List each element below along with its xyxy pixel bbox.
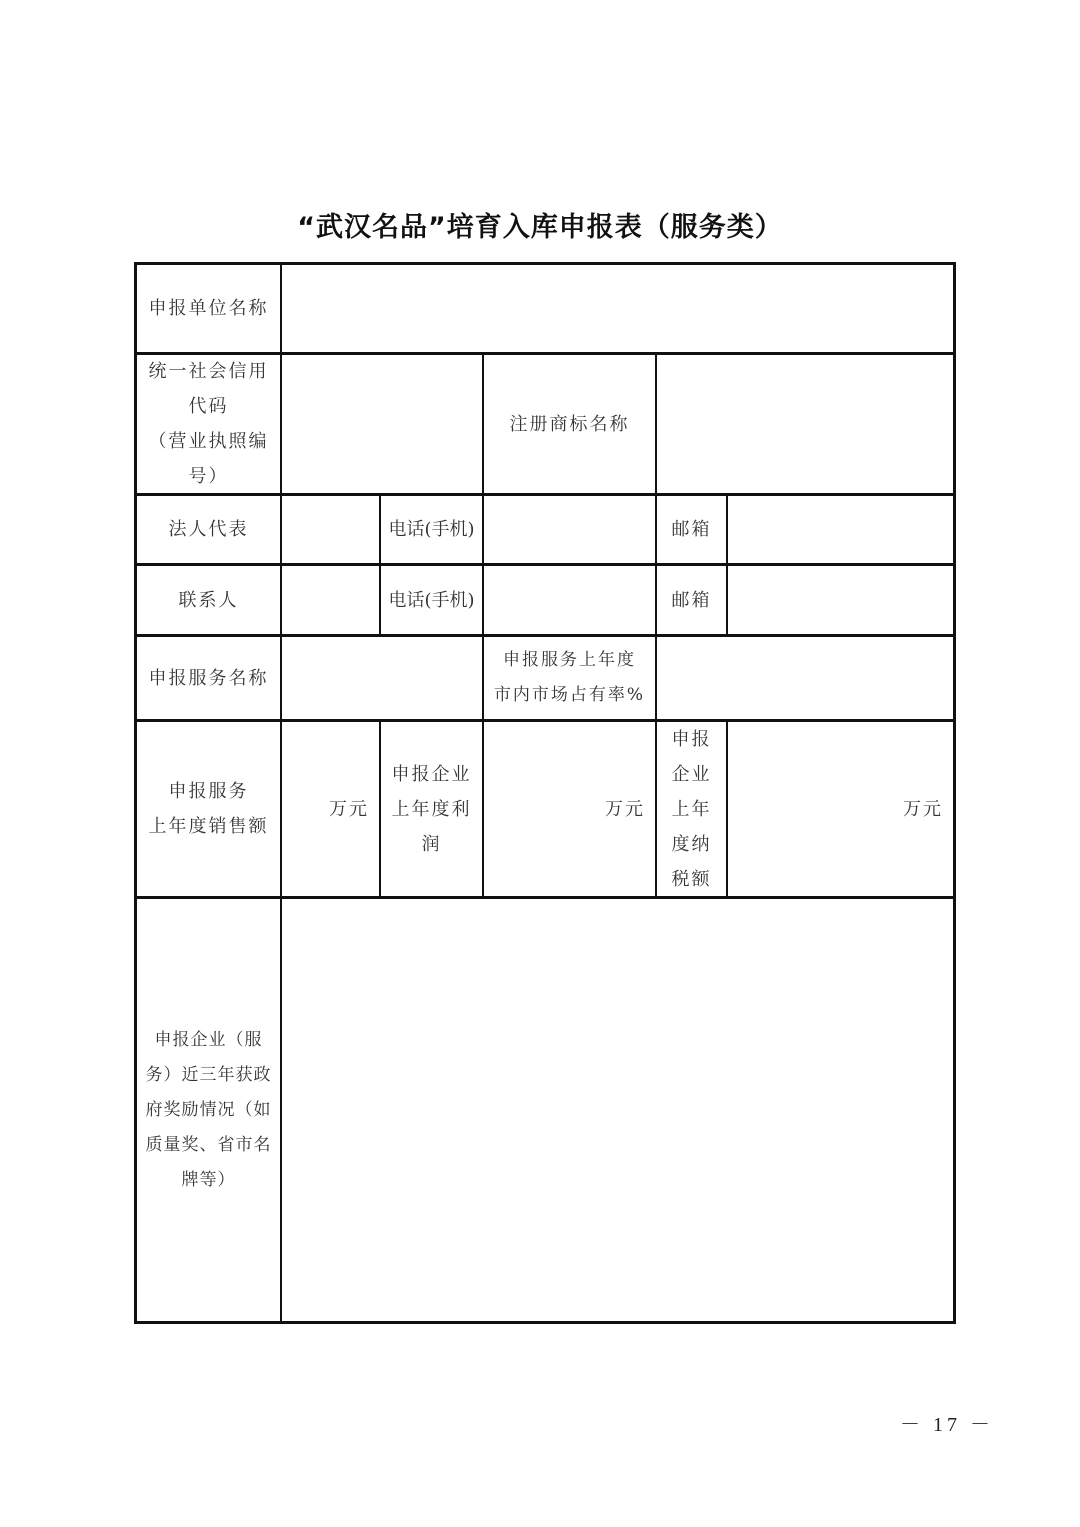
profit-label xyxy=(381,722,482,896)
sales-field[interactable] xyxy=(282,722,379,896)
trademark-label: 注册商标名称 xyxy=(509,413,630,435)
market-share-field[interactable] xyxy=(657,637,953,719)
contact-phone-label: 电话(手机) xyxy=(388,589,475,611)
label-line: 申报服务 xyxy=(168,781,249,802)
trademark-field[interactable] xyxy=(657,355,953,493)
label-line: 税额 xyxy=(671,868,712,890)
sales-unit: 万元 xyxy=(329,798,369,820)
sales-label xyxy=(137,722,280,896)
service-name-field[interactable] xyxy=(282,637,482,719)
applicant-name-field[interactable] xyxy=(282,265,953,352)
service-name-label: 申报服务名称 xyxy=(148,667,269,689)
label-line: 统一社会信用 xyxy=(148,361,269,382)
contact-email-field[interactable] xyxy=(728,566,953,634)
tax-unit: 万元 xyxy=(903,798,943,820)
page-number: － 17 － xyxy=(900,1414,994,1436)
label-line: 号） xyxy=(188,466,229,487)
profit-field[interactable] xyxy=(484,722,655,896)
contact-email-label: 邮箱 xyxy=(671,589,712,611)
label-line: 上年 xyxy=(671,798,712,820)
market-share-label xyxy=(484,637,655,719)
awards-label xyxy=(137,899,280,1321)
tax-label xyxy=(657,722,726,896)
label-line: 质量奖、省市名 xyxy=(145,1134,272,1155)
legal-rep-email-field[interactable] xyxy=(728,496,953,563)
label-line: 上年度销售额 xyxy=(148,816,269,837)
credit-code-label xyxy=(137,355,280,493)
label-line: 度纳 xyxy=(671,833,712,855)
label-line: 申报服务上年度 xyxy=(503,650,636,670)
legal-rep-label: 法人代表 xyxy=(168,519,249,540)
label-line: 市内市场占有率% xyxy=(493,685,646,705)
contact-field[interactable] xyxy=(282,566,379,634)
application-form-table xyxy=(134,262,956,1324)
label-line: 务）近三年获政 xyxy=(145,1064,272,1085)
page-title: “武汉名品”培育入库申报表（服务类） xyxy=(297,212,783,243)
label-line: 代码 xyxy=(188,396,229,417)
applicant-name-label: 申报单位名称 xyxy=(148,298,269,319)
legal-rep-field[interactable] xyxy=(282,496,379,563)
label-line: 府奖励情况（如 xyxy=(145,1099,272,1120)
label-line: 上年度利 xyxy=(391,798,472,820)
legal-rep-phone-field[interactable] xyxy=(484,496,655,563)
label-line: （营业执照编 xyxy=(148,431,269,452)
label-line: 申报 xyxy=(671,728,712,750)
legal-rep-email-label: 邮箱 xyxy=(671,519,712,540)
label-line: 申报企业（服 xyxy=(154,1029,263,1050)
legal-rep-phone-label: 电话(手机) xyxy=(388,519,475,540)
contact-label: 联系人 xyxy=(178,589,239,611)
label-line: 申报企业 xyxy=(391,763,472,785)
label-line: 牌等） xyxy=(181,1169,236,1190)
awards-field[interactable] xyxy=(282,899,953,1321)
label-line: 润 xyxy=(421,833,442,855)
label-line: 企业 xyxy=(671,763,712,785)
contact-phone-field[interactable] xyxy=(484,566,655,634)
credit-code-field[interactable] xyxy=(282,355,482,493)
tax-field[interactable] xyxy=(728,722,953,896)
profit-unit: 万元 xyxy=(605,798,645,820)
